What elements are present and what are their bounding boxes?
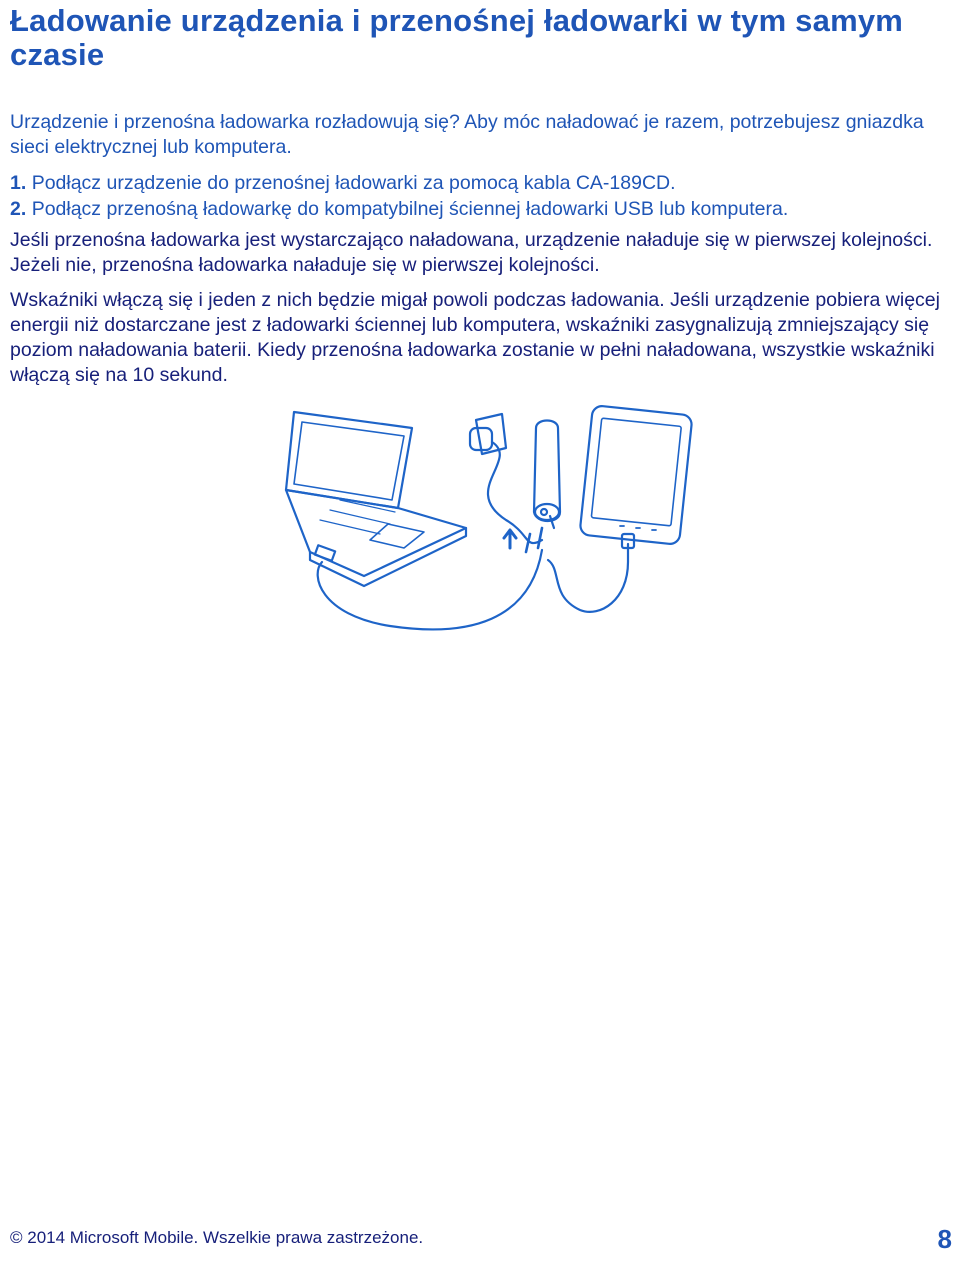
step-text: Podłącz przenośną ładowarkę do kompatybilnej ściennej ładowarki USB lub komputera.	[31, 198, 789, 220]
step-number: 1.	[10, 172, 27, 194]
wall-charger-icon	[470, 414, 542, 543]
footer-copyright: © 2014 Microsoft Mobile. Wszelkie prawa zastrzeżone.	[10, 1228, 424, 1247]
step-number: 2.	[10, 198, 27, 220]
arrow-up-icon	[504, 530, 516, 548]
cable-connector	[526, 528, 542, 552]
intro-paragraph: Urządzenie i przenośna ładowarka rozładowują się? Aby móc naładować je razem, potrzebujesz gniazdka sieci elektrycznej lub komputera.	[10, 111, 924, 158]
charging-illustration	[280, 400, 700, 650]
page-number: 8	[937, 1224, 952, 1254]
usb-plug-icon	[315, 545, 335, 561]
charging-priority-paragraph: Jeśli przenośna ładowarka jest wystarczająco naładowana, urządzenie naładuje się w pierwszej kolejności. Jeżeli nie, przenośna ładowarka naładuje się w pierwszej kolejności.	[10, 229, 933, 276]
phone-cable	[548, 544, 628, 612]
laptop-cable	[318, 550, 542, 629]
step-item	[10, 170, 940, 196]
power-bank-icon	[534, 421, 560, 529]
laptop-icon	[286, 412, 466, 586]
phone-icon	[579, 405, 692, 545]
page-title: Ładowanie urządzenia i przenośnej ładowarki w tym samym czasie	[10, 3, 904, 72]
step-item	[10, 196, 940, 222]
indicators-paragraph: Wskaźniki włączą się i jeden z nich będzie migał powoli podczas ładowania. Jeśli urządzenie pobiera więcej energii niż dostarczane jest z ładowarki ściennej lub komputera, wskaźniki zasygnalizują zmniejszający się poziom naładowania baterii. Kiedy przenośna ładowarka zostanie w pełni naładowana, wszystkie wskaźniki włączą się na 10 sekund.	[10, 289, 940, 386]
steps-list	[10, 170, 940, 222]
step-text: Podłącz urządzenie do przenośnej ładowarki za pomocą kabla CA-189CD.	[31, 172, 676, 194]
